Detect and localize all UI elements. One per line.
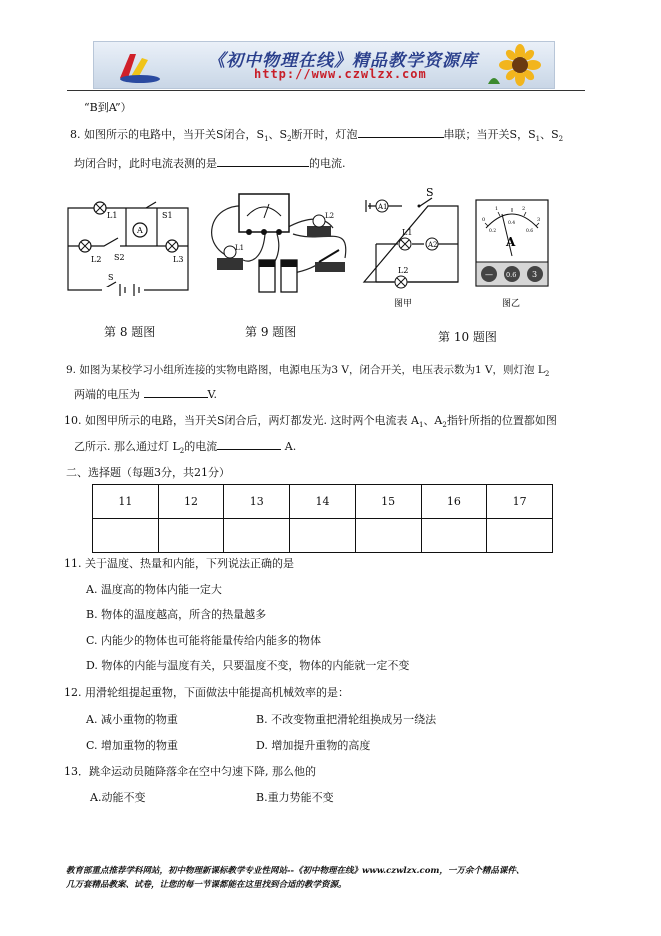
text: 的电流 [184,440,218,453]
caption-fig9: 第 9 题图 [245,325,297,339]
label-S1: S1 [162,211,173,220]
text: 均闭合时，此时电流表测的是 [74,157,217,170]
text: 、S [540,128,559,141]
scale-0: 0 [482,217,486,223]
terminal-minus: — [485,270,493,279]
header-url[interactable]: http://www.czwlzx.com [254,67,427,81]
text: 、A [423,414,443,427]
question-12: 12. 用滑轮组提起重物，下面做法中能提高机械效率的是： [64,686,349,699]
text: V. [207,388,218,401]
subscript: 1 [418,421,424,430]
subscript: 1 [535,135,541,144]
answer-cell[interactable] [224,519,290,553]
text-line: “B到A”） [84,101,132,114]
footer-line-1: 教育部重点推荐学科网站，初中物理新课标教学专业性网站--《初中物理在线》www.czwlzx.com，一万余个精品课件、 [66,866,525,876]
scale-3: 3 [537,217,541,223]
header-banner [93,41,555,89]
answer-table-header: 16 [421,485,487,519]
figure-10-jia-circuit [358,184,464,310]
question-8-line-1 [70,126,563,143]
question-11-option-c: C. 内能少的物体也可能将能量传给内能多的物体 [86,634,322,647]
question-10-line-2 [74,438,296,455]
question-9-line-1 [66,362,549,378]
label-L2: L2 [91,255,102,264]
text: 断开时，灯泡 [291,128,358,141]
terminal-3: 3 [532,270,538,279]
answer-table-header: 15 [355,485,421,519]
question-11-option-d: D. 物体的内能与温度有关，只要温度不变，物体的内能就一定不变 [86,659,410,672]
question-11-option-a: A. 温度高的物体内能一定大 [86,583,222,596]
text: 的电流. [309,157,346,170]
answer-cell[interactable] [158,519,224,553]
answer-cell[interactable] [487,519,553,553]
answer-blank[interactable] [217,438,281,450]
label-L1: L1 [107,211,118,220]
question-10-line-1 [64,412,557,429]
scale-1: 1 [495,206,499,212]
section-2-heading: 二、选择题（每题3分，共21分） [66,466,230,479]
lamp-L1-icon [217,244,244,270]
figure-8-circuit [62,196,194,300]
answer-table [92,484,553,553]
label-A2: A2 [428,241,438,249]
scale-0.2: 0.2 [489,229,497,234]
question-11-option-b: B. 物体的温度越高，所含的热量越多 [86,608,267,621]
label-A: A [137,226,143,235]
answer-blank[interactable] [358,126,444,138]
subscript: 1 [264,135,269,144]
question-11: 11. 关于温度、热量和内能，下列说法正确的是 [64,557,294,570]
subscript: 2 [179,447,185,456]
subscript: 2 [558,135,564,144]
sunflower-icon [486,44,550,86]
question-12-option-b: B. 不改变物重把滑轮组换成另一绕法 [256,713,437,726]
label-L1: L1 [402,228,413,237]
answer-blank[interactable] [144,386,208,398]
figure-9-physical-circuit [203,188,355,306]
meter-unit: A [506,235,516,249]
scale-0.4: 0.4 [508,221,516,226]
answer-table-header-row [93,485,553,519]
text: 指针所指的位置都如图 [446,414,557,427]
answer-cell[interactable] [355,519,421,553]
question-13-option-b: B.重力势能不变 [256,791,334,804]
answer-table-header: 12 [158,485,224,519]
caption-fig8: 第 8 题图 [104,325,156,339]
voltmeter-icon [239,194,289,232]
text: A. [284,440,297,453]
subscript: 2 [544,370,550,379]
label-L3: L3 [173,255,184,264]
question-12-option-d: D. 增加提升重物的高度 [256,739,371,752]
text: 9. 如图为某校学习小组所连接的实物电路图，电源电压为3 V，闭合开关，电压表示数为1 V，则灯泡 L [66,364,545,376]
caption-yi: 图乙 [502,299,521,309]
label-L2: L2 [398,266,409,275]
answer-table-header: 13 [224,485,290,519]
answer-table-header: 17 [487,485,553,519]
answer-cell[interactable] [93,519,159,553]
header-rule [67,90,585,91]
site-logo-icon [116,48,160,84]
battery-icon [259,260,297,292]
answer-table-answer-row [93,519,553,553]
text: 乙所示. 那么通过灯 L [74,440,180,453]
label-L1: L1 [235,244,245,252]
question-9-line-2 [74,386,217,402]
label-A1: A1 [378,203,388,211]
scale-0.6: 0.6 [526,229,534,234]
footer-line-2: 几万套精品教案、试卷，让您的每一节课都能在这里找到合适的教学资源。 [66,880,347,890]
figure-10-yi-ammeter [472,196,552,312]
label-S2: S2 [114,253,125,262]
caption-fig10: 第 10 题图 [438,330,497,344]
label-L2: L2 [325,212,335,220]
question-13: 13．跳伞运动员随降落伞在空中匀速下降, 那么他的 [64,765,316,778]
text: 10. 如图甲所示的电路，当开关S闭合后，两灯都发光. 这时两个电流表 A [64,414,419,427]
question-8-line-2 [74,155,346,171]
question-12-option-c: C. 增加重物的物重 [86,739,179,752]
text: 串联；当开关S，S [443,128,536,141]
label-S: S [108,273,114,282]
scale-2: 2 [522,206,526,212]
answer-blank[interactable] [217,155,309,167]
text: 两端的电压为 [74,388,140,401]
answer-cell[interactable] [421,519,487,553]
question-13-option-a: A.动能不变 [90,791,146,804]
switch-icon [315,250,345,272]
text: 8. 如图所示的电路中，当开关S闭合，S [70,128,265,141]
subscript: 2 [287,135,292,144]
answer-table-header: 14 [290,485,356,519]
text: 、S [268,128,288,141]
caption-jia: 图甲 [394,299,413,309]
label-S: S [426,186,434,199]
subscript: 2 [442,421,447,430]
terminal-0.6: 0.6 [506,271,517,279]
answer-cell[interactable] [290,519,356,553]
header-title: 《初中物理在线》精品教学资源库 [208,51,478,71]
question-12-option-a: A. 减小重物的物重 [86,713,178,726]
answer-table-header: 11 [93,485,159,519]
